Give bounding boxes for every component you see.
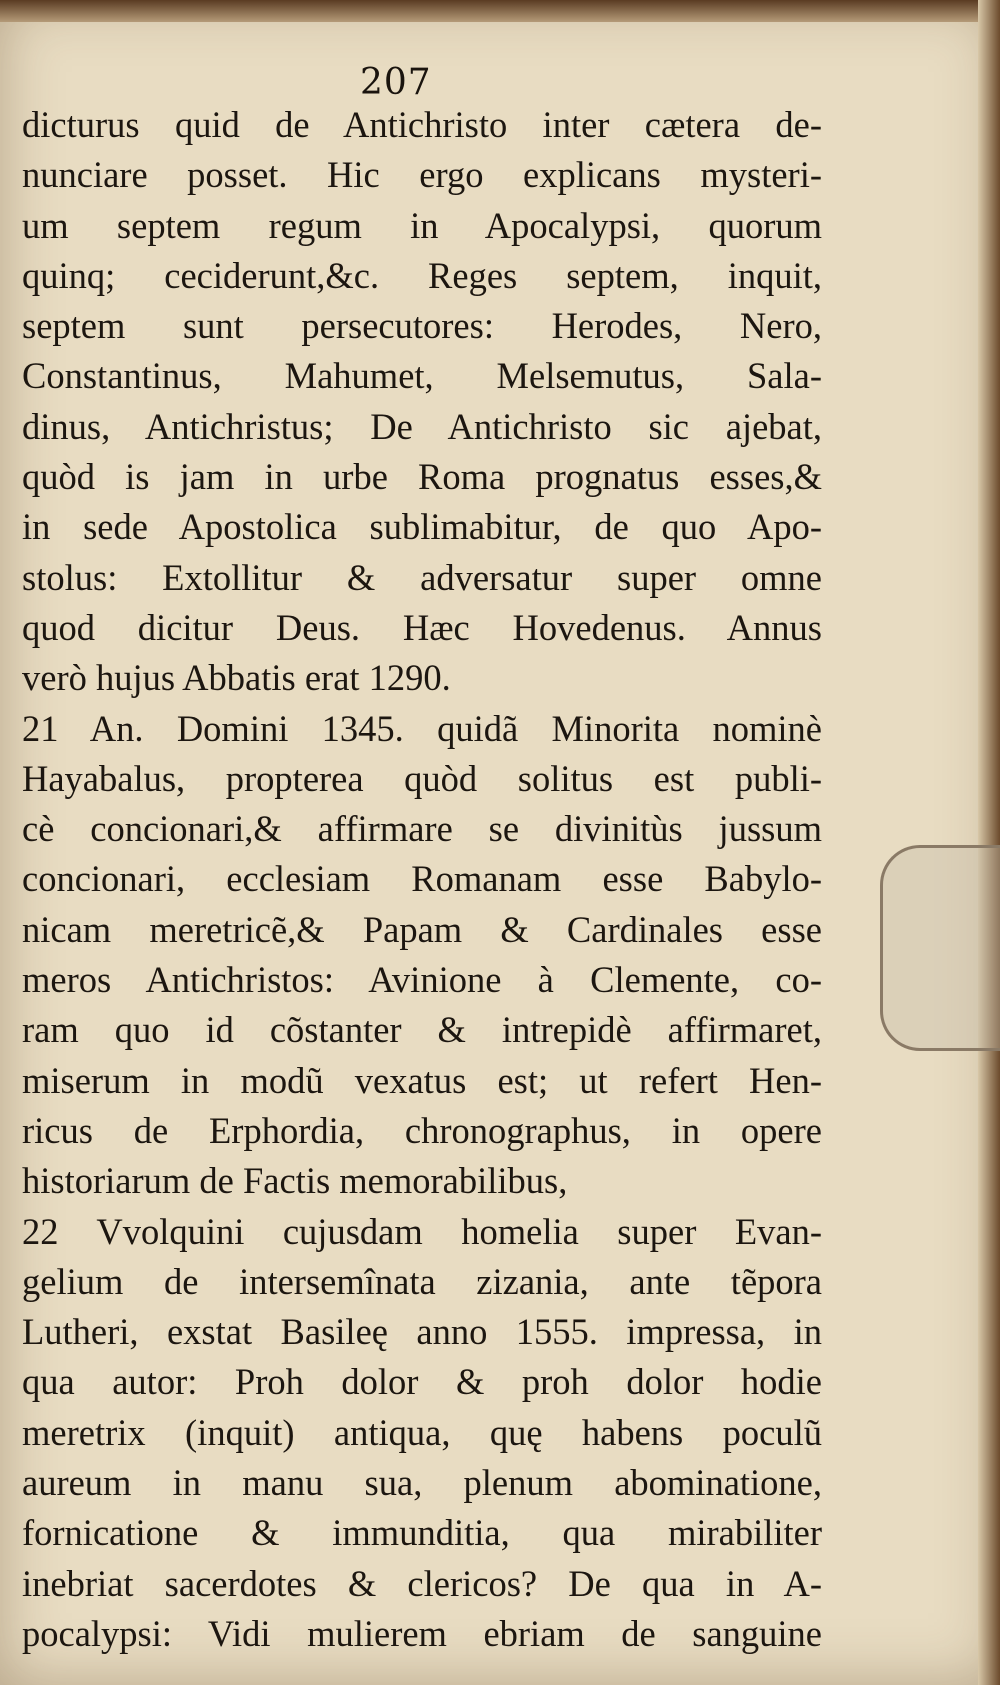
text-line: miserum in modũ vexatus est; ut refert Hen- bbox=[22, 1059, 822, 1101]
text-line: aureum in manu sua, plenum abominatione, bbox=[22, 1462, 822, 1504]
text-line: quod dicitur Deus. Hæc Hovedenus. Annus bbox=[22, 606, 822, 648]
page-top-edge bbox=[0, 0, 1000, 22]
text-line: verò hujus Abbatis erat 1290. bbox=[22, 657, 451, 699]
page-tab-marker bbox=[880, 845, 1000, 1051]
text-line: inebriat sacerdotes & clericos? De qua in A- bbox=[22, 1562, 822, 1604]
text-line: stolus: Extollitur & adversatur super omne bbox=[22, 556, 822, 598]
text-line: pocalypsi: Vidi mulierem ebriam de sanguine bbox=[22, 1612, 822, 1654]
text-line: Lutheri, exstat Basileę anno 1555. impressa, in bbox=[22, 1311, 822, 1353]
text-line: cè concionari,& affirmare se divinitùs jussum bbox=[22, 808, 822, 850]
text-line: 21 An. Domini 1345. quidã Minorita nominè bbox=[22, 707, 822, 749]
page-right-edge bbox=[978, 0, 1000, 1685]
body-text bbox=[22, 100, 822, 1659]
text-line: meros Antichristos: Avinione à Clemente, co- bbox=[22, 959, 822, 1001]
text-line: dicturus quid de Antichristo inter cætera de- bbox=[22, 104, 822, 145]
text-line: um septem regum in Apocalypsi, quorum bbox=[22, 204, 822, 246]
text-line: quinq; ceciderunt,&c. Reges septem, inquit, bbox=[22, 254, 822, 296]
text-line: concionari, ecclesiam Romanam esse Babylo- bbox=[22, 858, 822, 900]
text-line: gelium de intersemînata zizania, ante tẽpora bbox=[22, 1260, 822, 1302]
text-line: meretrix (inquit) antiqua, quę habens poculũ bbox=[22, 1411, 822, 1453]
text-line: quòd is jam in urbe Roma prognatus esses,& bbox=[22, 456, 822, 498]
text-line: septem sunt persecutores: Herodes, Nero, bbox=[22, 305, 822, 347]
text-line: in sede Apostolica sublimabitur, de quo Apo- bbox=[22, 506, 822, 548]
text-line: ram quo id cõstanter & intrepidè affirmaret, bbox=[22, 1009, 822, 1051]
text-line: dinus, Antichristus; De Antichristo sic ajebat, bbox=[22, 405, 822, 447]
page-number: 207 bbox=[360, 62, 432, 103]
text-line: nunciare posset. Hic ergo explicans mysteri- bbox=[22, 154, 822, 196]
text-line: Constantinus, Mahumet, Melsemutus, Sala- bbox=[22, 355, 822, 397]
text-line: nicam meretricẽ,& Papam & Cardinales esse bbox=[22, 908, 822, 950]
text-line: Hayabalus, propterea quòd solitus est publi- bbox=[22, 757, 822, 799]
text-line: qua autor: Proh dolor & proh dolor hodie bbox=[22, 1361, 822, 1403]
text-line: ricus de Erphordia, chronographus, in opere bbox=[22, 1109, 822, 1151]
text-line: 22 Vvolquini cujusdam homelia super Evan- bbox=[22, 1210, 822, 1252]
text-line: fornicatione & immunditia, qua mirabiliter bbox=[22, 1512, 822, 1554]
text-line: historiarum de Factis memorabilibus, bbox=[22, 1160, 568, 1202]
